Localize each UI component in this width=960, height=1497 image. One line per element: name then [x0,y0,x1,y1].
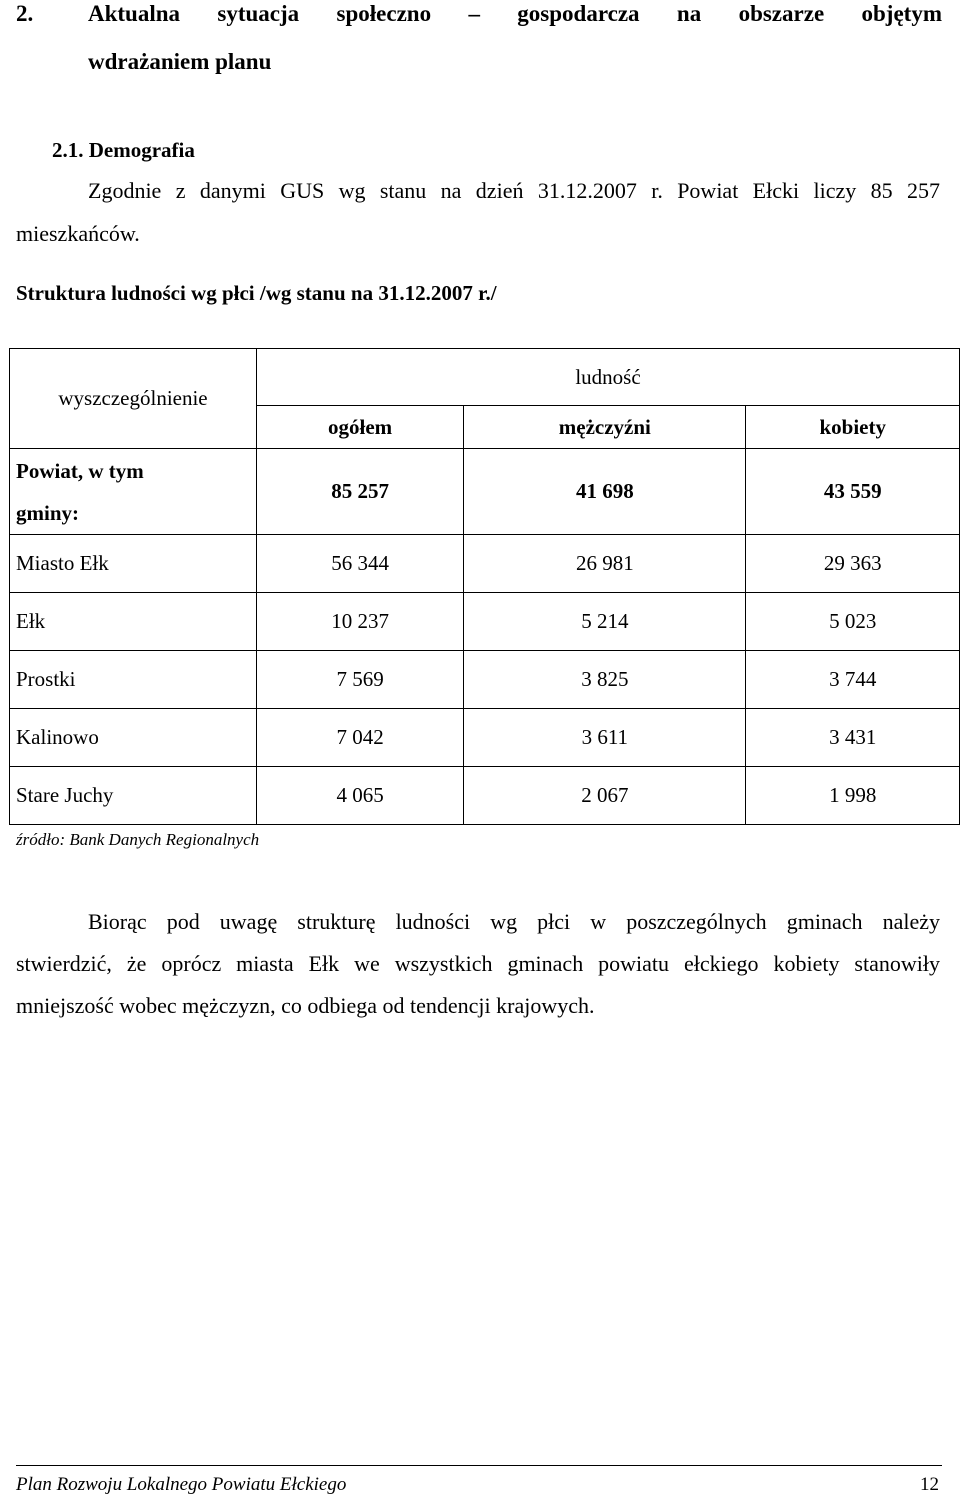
row-women: 3 431 [746,709,960,767]
table-row [10,709,960,767]
conclusion-line1: Biorąc pod uwagę strukturę ludności wg płci w poszczególnych gminach należy [88,909,940,934]
row-name: Prostki [10,651,257,709]
row-women: 5 023 [746,593,960,651]
row-men: 2 067 [464,767,746,825]
powiat-label [10,449,257,535]
header-col-women: kobiety [746,406,960,449]
table-row [10,535,960,593]
conclusion-line3: mniejszość wobec mężczyzn, co odbiega od tendencji krajowych. [16,993,595,1018]
conclusion-line2: stwierdzić, że oprócz miasta Ełk we wszystkich gminach powiatu ełckiego kobiety stanowiły [16,951,940,976]
header-col-men: mężczyźni [464,406,746,449]
row-total: 56 344 [257,535,464,593]
section-title-line2: wdrażaniem planu [88,49,272,74]
footer-title: Plan Rozwoju Lokalnego Powiatu Ełckiego [16,1474,347,1495]
powiat-label-line2: gminy: [16,500,79,525]
section-number: 2. [16,1,34,26]
table-row [10,767,960,825]
header-group: ludność [257,349,960,406]
header-left [10,349,257,449]
table-row [10,593,960,651]
row-name: Ełk [10,593,257,651]
powiat-women: 43 559 [746,449,960,535]
section-title-text: Aktualna sytuacja społeczno – gospodarcza na obszarze objętym [88,1,942,26]
row-men: 5 214 [464,593,746,651]
subsection-title: 2.1. Demografia [52,138,195,162]
intro-line1: Zgodnie z danymi GUS wg stanu na dzień 31.12.2007 r. Powiat Ełcki liczy 85 257 [88,178,940,203]
row-name: Stare Juchy [10,767,257,825]
row-total: 4 065 [257,767,464,825]
row-women: 3 744 [746,651,960,709]
row-name: Miasto Ełk [10,535,257,593]
row-total: 7 042 [257,709,464,767]
row-men: 3 611 [464,709,746,767]
powiat-total: 85 257 [257,449,464,535]
table-source: źródło: Bank Danych Regionalnych [16,830,260,849]
footer-divider [16,1465,942,1466]
row-men: 26 981 [464,535,746,593]
table-row [10,651,960,709]
row-men: 3 825 [464,651,746,709]
population-table [9,348,960,825]
page-number: 12 [920,1474,939,1495]
intro-line2: mieszkańców. [16,221,140,246]
powiat-men: 41 698 [464,449,746,535]
row-name: Kalinowo [10,709,257,767]
header-col-total: ogółem [257,406,464,449]
row-women: 29 363 [746,535,960,593]
row-total: 10 237 [257,593,464,651]
table-caption: Struktura ludności wg płci /wg stanu na 31.12.2007 r./ [16,281,497,305]
row-women: 1 998 [746,767,960,825]
section-title-line1 [52,0,942,28]
powiat-label-line1: Powiat, w tym [16,458,144,483]
row-total: 7 569 [257,651,464,709]
header-left-label: wyszczególnienie [58,386,208,410]
